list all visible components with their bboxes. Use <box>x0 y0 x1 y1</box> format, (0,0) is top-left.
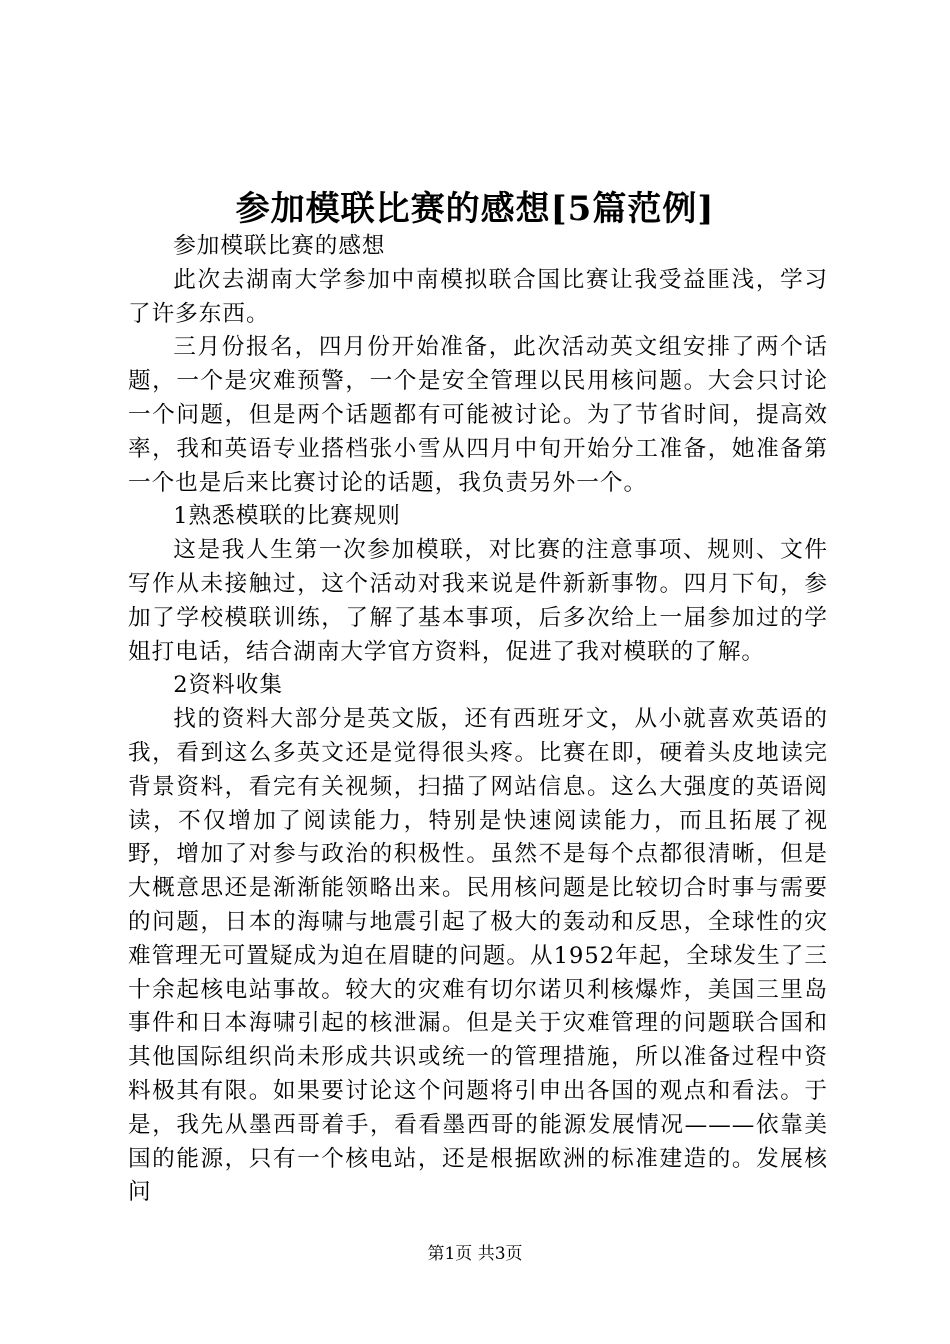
section-heading: 1熟悉模联的比赛规则 <box>173 503 401 530</box>
paragraph: 找的资料大部分是英文版，还有西班牙文，从小就喜欢英语的我，看到这么多英文还是觉得很头疼。比赛在即，硬着头皮地读完背景资料，看完有关视频，扫描了网站信息。这么大强度的英语阅读，不仅增加了阅读能力，特别是快速阅读能力，而且拓展了视野，增加了对参与政治的积极性。虽然不是每个点都很清晰，但是大概意思还是渐渐能领略出来。民用核问题是比较切合时事与需要的问题，日本的海啸与地震引起了极大的轰动和反思，全球性的灾难管理无可置疑成为迫在眉睫的问题。从1952年起，全球发生了三十余起核电站事故。较大的灾难有切尔诺贝利核爆炸，美国三里岛事件和日本海啸引起的核泄漏。但是关于灾难管理的问题联合国和其他国际组织尚未形成共识或统一的管理措施，所以准备过程中资料极其有限。如果要讨论这个问题将引申出各国的观点和看法。于是，我先从墨西哥着手，看看墨西哥的能源发展情况———依靠美国的能源，只有一个核电站，还是根据欧洲的标准建造的。发展核问 <box>128 706 828 1206</box>
document-title: 参加模联比赛的感想[5篇范例] <box>235 189 715 229</box>
paragraph: 此次去湖南大学参加中南模拟联合国比赛让我受益匪浅，学习了许多东西。 <box>128 266 828 327</box>
paragraph: 三月份报名，四月份开始准备，此次活动英文组安排了两个话题，一个是灾难预警，一个是安全管理以民用核问题。大会只讨论一个问题，但是两个话题都有可能被讨论。为了节省时间，提高效率，我和英语专业搭档张小雪从四月中旬开始分工准备，她准备第一个也是后来比赛讨论的话题，我负责另外一个。 <box>128 334 828 496</box>
section-heading: 参加模联比赛的感想 <box>173 233 386 259</box>
section-heading: 2资料收集 <box>173 672 283 699</box>
paragraph: 这是我人生第一次参加模联，对比赛的注意事项、规则、文件写作从未接触过，这个活动对我来说是件新新事物。四月下旬，参加了学校模联训练，了解了基本事项，后多次给上一届参加过的学姐打电话，结合湖南大学官方资料，促进了我对模联的了解。 <box>128 537 828 665</box>
page-footer: 第1页 共3页 <box>427 1244 523 1264</box>
document-body <box>128 230 828 1210</box>
